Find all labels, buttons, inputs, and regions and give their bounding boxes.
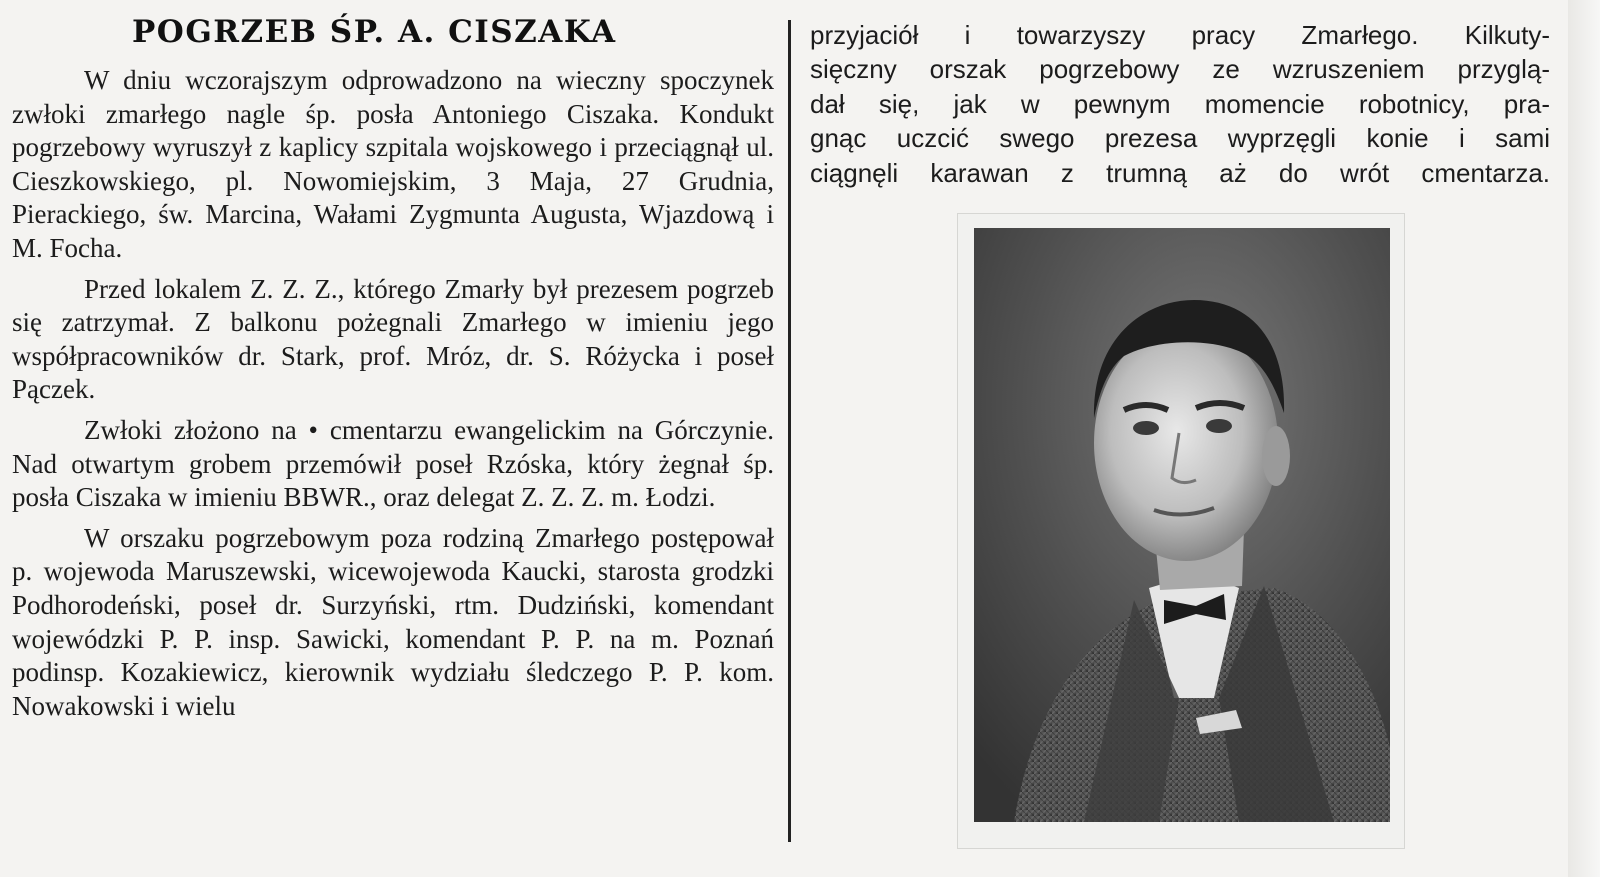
paragraph-1: W dniu wczorajszym odprowadzono na wieczny spoczynek zwłoki zmarłego nagle śp. posła Antoniego Ciszaka. Kondukt pogrzebowy wyruszył z kaplicy szpitala wojskowego i przeciągnął ul. Cieszkowskiego, pl. Nowomiejskim, 3 Maja, 27 Grudnia, Pierackiego, św. Marcina, Wałami Zygmunta Augusta, Wjazdową i M. Focha. — [12, 65, 774, 263]
page-edge — [1568, 0, 1600, 877]
right-column — [810, 18, 1550, 190]
portrait-icon — [974, 228, 1390, 822]
column-divider — [788, 20, 791, 842]
right-line-3: dał się, jak w pewnym momencie robotnicy, pra- — [810, 88, 1550, 119]
right-line-4: gnąc uczcić swego prezesa wyprzęgli konie i sami — [810, 123, 1550, 154]
photo-mount — [958, 214, 1404, 848]
right-line-1: przyjaciół i towarzyszy pracy Zmarłego. Kilkuty- — [810, 20, 1550, 50]
portrait-photo — [974, 228, 1390, 822]
paragraph-2: Przed lokalem Z. Z. Z., którego Zmarły był prezesem pogrzeb się zatrzymał. Z balkonu pożegnali Zmarłego w imieniu jego współpracowników dr. Stark, prof. Mróz, dr. S. Różycka i poseł Pączek. — [12, 273, 774, 405]
article-headline: POGRZEB ŚP. A. CISZAKA — [132, 14, 617, 50]
right-line-2: sięczny orszak pogrzebowy ze wzruszeniem przyglą- — [810, 54, 1550, 85]
paragraph-3: Zwłoki złożono na • cmentarzu ewangelickim na Górczynie. Nad otwartym grobem przemówił poseł Rzóska, który żegnał śp. posła Ciszaka w imieniu BBWR., oraz delegat Z. Z. Z. m. Łodzi. — [12, 414, 774, 513]
right-line-5: ciągnęli karawan z trumną aż do wrót cmentarza. — [810, 157, 1550, 188]
left-column — [12, 64, 774, 723]
paragraph-4: W orszaku pogrzebowym poza rodziną Zmarłego postępował p. wojewoda Maruszewski, wicewojewoda Kaucki, starosta grodzki Podhorodeński, poseł dr. Surzyński, rtm. Dudziński, komendant wojewódzki P. P. insp. Sawicki, komendant P. P. na m. Poznań podinsp. Kozakiewicz, kierownik wydziału śledczego P. P. kom. Nowakowski i wielu — [12, 522, 774, 721]
